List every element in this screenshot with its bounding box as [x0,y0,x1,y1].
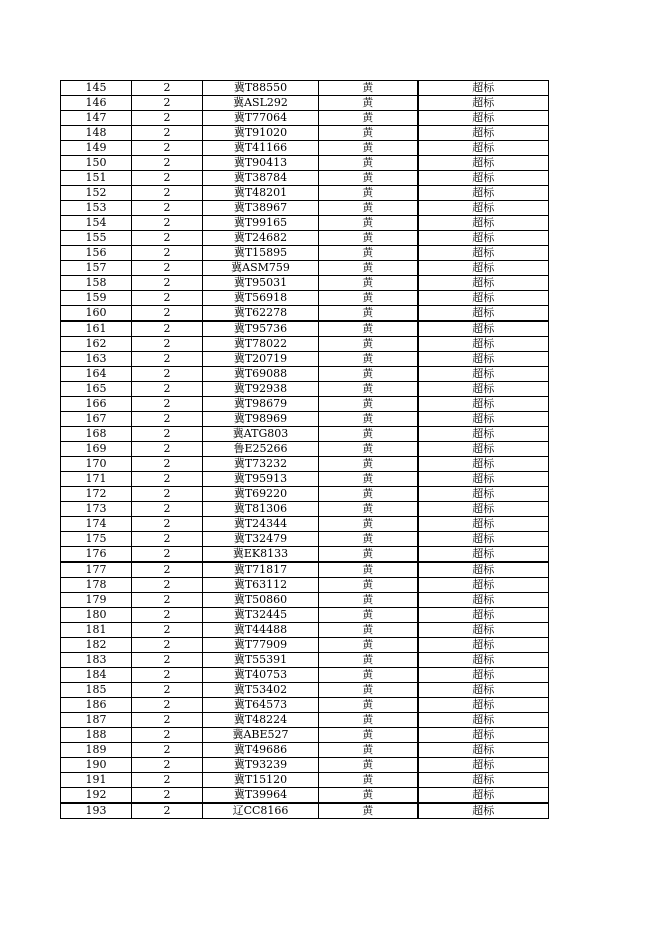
plate-number-cell: 冀T90413 [203,156,319,171]
plate-color-cell: 黄 [319,788,418,804]
status-cell: 超标 [418,231,549,246]
count-cell: 2 [132,337,203,352]
plate-color-cell: 黄 [319,532,418,547]
count-cell: 2 [132,216,203,231]
count-cell: 2 [132,638,203,653]
table-row [61,773,549,788]
table-row [61,638,549,653]
row-number-cell: 159 [61,291,132,306]
plate-number-cell: 冀T15895 [203,246,319,261]
table-row [61,352,549,367]
status-cell: 超标 [418,562,549,578]
plate-color-cell: 黄 [319,743,418,758]
plate-color-cell: 黄 [319,728,418,743]
plate-number-cell: 冀T77909 [203,638,319,653]
plate-color-cell: 黄 [319,367,418,382]
status-cell: 超标 [418,382,549,397]
row-number-cell: 145 [61,81,132,96]
table-row [61,96,549,111]
status-cell: 超标 [418,156,549,171]
count-cell: 2 [132,803,203,819]
table-row [61,186,549,201]
row-number-cell: 167 [61,412,132,427]
plate-number-cell: 冀T50860 [203,593,319,608]
count-cell: 2 [132,773,203,788]
plate-color-cell: 黄 [319,246,418,261]
status-cell: 超标 [418,803,549,819]
table-row [61,502,549,517]
count-cell: 2 [132,788,203,804]
count-cell: 2 [132,321,203,337]
table-row [61,668,549,683]
row-number-cell: 151 [61,171,132,186]
status-cell: 超标 [418,352,549,367]
plate-number-cell: 冀T24344 [203,517,319,532]
plate-color-cell: 黄 [319,141,418,156]
status-cell: 超标 [418,608,549,623]
plate-color-cell: 黄 [319,291,418,306]
plate-color-cell: 黄 [319,713,418,728]
plate-color-cell: 黄 [319,442,418,457]
row-number-cell: 184 [61,668,132,683]
plate-color-cell: 黄 [319,698,418,713]
row-number-cell: 166 [61,397,132,412]
row-number-cell: 150 [61,156,132,171]
plate-number-cell: 冀T93239 [203,758,319,773]
table-row [61,653,549,668]
row-number-cell: 177 [61,562,132,578]
status-cell: 超标 [418,81,549,96]
row-number-cell: 171 [61,472,132,487]
table-row [61,442,549,457]
status-cell: 超标 [418,517,549,532]
table-row [61,126,549,141]
count-cell: 2 [132,201,203,216]
status-cell: 超标 [418,442,549,457]
table-row [61,111,549,126]
count-cell: 2 [132,668,203,683]
plate-number-cell: 冀T38967 [203,201,319,216]
status-cell: 超标 [418,246,549,261]
status-cell: 超标 [418,291,549,306]
plate-color-cell: 黄 [319,321,418,337]
count-cell: 2 [132,352,203,367]
table-row [61,562,549,578]
count-cell: 2 [132,306,203,322]
status-cell: 超标 [418,427,549,442]
count-cell: 2 [132,156,203,171]
status-cell: 超标 [418,547,549,563]
row-number-cell: 185 [61,683,132,698]
plate-color-cell: 黄 [319,337,418,352]
plate-color-cell: 黄 [319,502,418,517]
plate-number-cell: 冀T98969 [203,412,319,427]
count-cell: 2 [132,367,203,382]
count-cell: 2 [132,412,203,427]
plate-color-cell: 黄 [319,758,418,773]
table-row [61,713,549,728]
plate-number-cell: 冀T24682 [203,231,319,246]
row-number-cell: 161 [61,321,132,337]
table-row [61,81,549,96]
count-cell: 2 [132,126,203,141]
count-cell: 2 [132,141,203,156]
row-number-cell: 158 [61,276,132,291]
plate-color-cell: 黄 [319,412,418,427]
status-cell: 超标 [418,171,549,186]
plate-color-cell: 黄 [319,306,418,322]
plate-number-cell: 冀ATG803 [203,427,319,442]
plate-color-cell: 黄 [319,397,418,412]
row-number-cell: 174 [61,517,132,532]
table-row [61,156,549,171]
plate-color-cell: 黄 [319,352,418,367]
plate-color-cell: 黄 [319,276,418,291]
plate-number-cell: 冀T55391 [203,653,319,668]
row-number-cell: 147 [61,111,132,126]
row-number-cell: 193 [61,803,132,819]
status-cell: 超标 [418,472,549,487]
table-row [61,593,549,608]
status-cell: 超标 [418,457,549,472]
status-cell: 超标 [418,397,549,412]
plate-color-cell: 黄 [319,156,418,171]
plate-number-cell: 冀T41166 [203,141,319,156]
status-cell: 超标 [418,788,549,804]
status-cell: 超标 [418,141,549,156]
table-row [61,427,549,442]
table-body [61,81,549,819]
table-row [61,397,549,412]
row-number-cell: 188 [61,728,132,743]
status-cell: 超标 [418,502,549,517]
status-cell: 超标 [418,623,549,638]
row-number-cell: 152 [61,186,132,201]
plate-number-cell: 冀T32445 [203,608,319,623]
status-cell: 超标 [418,261,549,276]
count-cell: 2 [132,442,203,457]
plate-color-cell: 黄 [319,457,418,472]
spreadsheet-table [60,80,549,819]
plate-number-cell: 冀T71817 [203,562,319,578]
row-number-cell: 191 [61,773,132,788]
plate-number-cell: 冀T63112 [203,578,319,593]
table-row [61,743,549,758]
count-cell: 2 [132,291,203,306]
plate-number-cell: 冀T62278 [203,306,319,322]
status-cell: 超标 [418,276,549,291]
plate-number-cell: 辽CC8166 [203,803,319,819]
count-cell: 2 [132,728,203,743]
plate-number-cell: 冀T49686 [203,743,319,758]
plate-color-cell: 黄 [319,578,418,593]
status-cell: 超标 [418,201,549,216]
count-cell: 2 [132,397,203,412]
row-number-cell: 154 [61,216,132,231]
status-cell: 超标 [418,412,549,427]
status-cell: 超标 [418,487,549,502]
plate-color-cell: 黄 [319,623,418,638]
status-cell: 超标 [418,532,549,547]
plate-color-cell: 黄 [319,472,418,487]
row-number-cell: 162 [61,337,132,352]
table-row [61,291,549,306]
row-number-cell: 175 [61,532,132,547]
plate-number-cell: 冀T78022 [203,337,319,352]
plate-number-cell: 冀T95913 [203,472,319,487]
row-number-cell: 189 [61,743,132,758]
plate-number-cell: 冀T95736 [203,321,319,337]
count-cell: 2 [132,81,203,96]
table-row [61,382,549,397]
count-cell: 2 [132,593,203,608]
status-cell: 超标 [418,306,549,322]
plate-color-cell: 黄 [319,261,418,276]
status-cell: 超标 [418,743,549,758]
plate-color-cell: 黄 [319,126,418,141]
plate-color-cell: 黄 [319,803,418,819]
row-number-cell: 192 [61,788,132,804]
table-row [61,246,549,261]
count-cell: 2 [132,608,203,623]
count-cell: 2 [132,231,203,246]
plate-color-cell: 黄 [319,517,418,532]
plate-color-cell: 黄 [319,487,418,502]
plate-number-cell: 冀T32479 [203,532,319,547]
plate-color-cell: 黄 [319,593,418,608]
status-cell: 超标 [418,728,549,743]
count-cell: 2 [132,186,203,201]
plate-number-cell: 冀T92938 [203,382,319,397]
plate-color-cell: 黄 [319,201,418,216]
table-row [61,532,549,547]
table-row [61,412,549,427]
table-row [61,231,549,246]
row-number-cell: 149 [61,141,132,156]
plate-color-cell: 黄 [319,171,418,186]
plate-number-cell: 鲁E25266 [203,442,319,457]
row-number-cell: 157 [61,261,132,276]
table-row [61,758,549,773]
count-cell: 2 [132,743,203,758]
count-cell: 2 [132,698,203,713]
plate-number-cell: 冀ASL292 [203,96,319,111]
plate-number-cell: 冀T81306 [203,502,319,517]
status-cell: 超标 [418,96,549,111]
table-row [61,337,549,352]
plate-color-cell: 黄 [319,668,418,683]
count-cell: 2 [132,713,203,728]
table-row [61,517,549,532]
table-row [61,578,549,593]
row-number-cell: 179 [61,593,132,608]
table-row [61,803,549,819]
table-row [61,276,549,291]
row-number-cell: 182 [61,638,132,653]
status-cell: 超标 [418,653,549,668]
count-cell: 2 [132,382,203,397]
status-cell: 超标 [418,683,549,698]
plate-number-cell: 冀T20719 [203,352,319,367]
count-cell: 2 [132,96,203,111]
count-cell: 2 [132,758,203,773]
count-cell: 2 [132,472,203,487]
plate-number-cell: 冀T39964 [203,788,319,804]
status-cell: 超标 [418,126,549,141]
row-number-cell: 165 [61,382,132,397]
row-number-cell: 160 [61,306,132,322]
row-number-cell: 178 [61,578,132,593]
plate-color-cell: 黄 [319,382,418,397]
table-row [61,728,549,743]
table-row [61,547,549,563]
plate-color-cell: 黄 [319,547,418,563]
row-number-cell: 183 [61,653,132,668]
row-number-cell: 148 [61,126,132,141]
table-row [61,201,549,216]
plate-number-cell: 冀ASM759 [203,261,319,276]
status-cell: 超标 [418,668,549,683]
status-cell: 超标 [418,367,549,382]
plate-number-cell: 冀T48201 [203,186,319,201]
table-row [61,623,549,638]
row-number-cell: 180 [61,608,132,623]
plate-number-cell: 冀T44488 [203,623,319,638]
count-cell: 2 [132,547,203,563]
plate-color-cell: 黄 [319,608,418,623]
plate-number-cell: 冀T15120 [203,773,319,788]
row-number-cell: 163 [61,352,132,367]
plate-number-cell: 冀T77064 [203,111,319,126]
status-cell: 超标 [418,698,549,713]
table-row [61,472,549,487]
plate-number-cell: 冀T99165 [203,216,319,231]
plate-number-cell: 冀T48224 [203,713,319,728]
count-cell: 2 [132,517,203,532]
table-row [61,487,549,502]
status-cell: 超标 [418,593,549,608]
plate-color-cell: 黄 [319,562,418,578]
plate-color-cell: 黄 [319,427,418,442]
count-cell: 2 [132,502,203,517]
row-number-cell: 168 [61,427,132,442]
table-row [61,306,549,322]
table-row [61,261,549,276]
plate-number-cell: 冀T98679 [203,397,319,412]
count-cell: 2 [132,171,203,186]
plate-number-cell: 冀T88550 [203,81,319,96]
count-cell: 2 [132,261,203,276]
count-cell: 2 [132,562,203,578]
table-row [61,608,549,623]
table-row [61,171,549,186]
row-number-cell: 172 [61,487,132,502]
plate-number-cell: 冀ABE527 [203,728,319,743]
row-number-cell: 170 [61,457,132,472]
plate-color-cell: 黄 [319,653,418,668]
plate-number-cell: 冀T38784 [203,171,319,186]
status-cell: 超标 [418,758,549,773]
table-row [61,683,549,698]
plate-color-cell: 黄 [319,96,418,111]
status-cell: 超标 [418,186,549,201]
status-cell: 超标 [418,773,549,788]
plate-color-cell: 黄 [319,683,418,698]
count-cell: 2 [132,683,203,698]
status-cell: 超标 [418,713,549,728]
plate-color-cell: 黄 [319,638,418,653]
plate-number-cell: 冀T40753 [203,668,319,683]
plate-color-cell: 黄 [319,216,418,231]
table-row [61,457,549,472]
status-cell: 超标 [418,321,549,337]
status-cell: 超标 [418,337,549,352]
plate-color-cell: 黄 [319,111,418,126]
plate-color-cell: 黄 [319,81,418,96]
plate-number-cell: 冀EK8133 [203,547,319,563]
count-cell: 2 [132,246,203,261]
row-number-cell: 169 [61,442,132,457]
table-row [61,367,549,382]
plate-number-cell: 冀T53402 [203,683,319,698]
plate-number-cell: 冀T73232 [203,457,319,472]
plate-color-cell: 黄 [319,773,418,788]
count-cell: 2 [132,653,203,668]
plate-color-cell: 黄 [319,231,418,246]
status-cell: 超标 [418,216,549,231]
plate-number-cell: 冀T64573 [203,698,319,713]
row-number-cell: 164 [61,367,132,382]
row-number-cell: 153 [61,201,132,216]
count-cell: 2 [132,427,203,442]
table-row [61,788,549,804]
table-row [61,216,549,231]
table-row [61,698,549,713]
row-number-cell: 155 [61,231,132,246]
plate-number-cell: 冀T56918 [203,291,319,306]
status-cell: 超标 [418,578,549,593]
plate-number-cell: 冀T69220 [203,487,319,502]
plate-number-cell: 冀T91020 [203,126,319,141]
status-cell: 超标 [418,111,549,126]
row-number-cell: 176 [61,547,132,563]
table-row [61,321,549,337]
status-cell: 超标 [418,638,549,653]
row-number-cell: 156 [61,246,132,261]
count-cell: 2 [132,111,203,126]
plate-number-cell: 冀T69088 [203,367,319,382]
row-number-cell: 146 [61,96,132,111]
row-number-cell: 186 [61,698,132,713]
count-cell: 2 [132,623,203,638]
plate-color-cell: 黄 [319,186,418,201]
row-number-cell: 173 [61,502,132,517]
row-number-cell: 190 [61,758,132,773]
count-cell: 2 [132,276,203,291]
count-cell: 2 [132,532,203,547]
count-cell: 2 [132,578,203,593]
row-number-cell: 187 [61,713,132,728]
count-cell: 2 [132,487,203,502]
count-cell: 2 [132,457,203,472]
table-row [61,141,549,156]
row-number-cell: 181 [61,623,132,638]
plate-number-cell: 冀T95031 [203,276,319,291]
